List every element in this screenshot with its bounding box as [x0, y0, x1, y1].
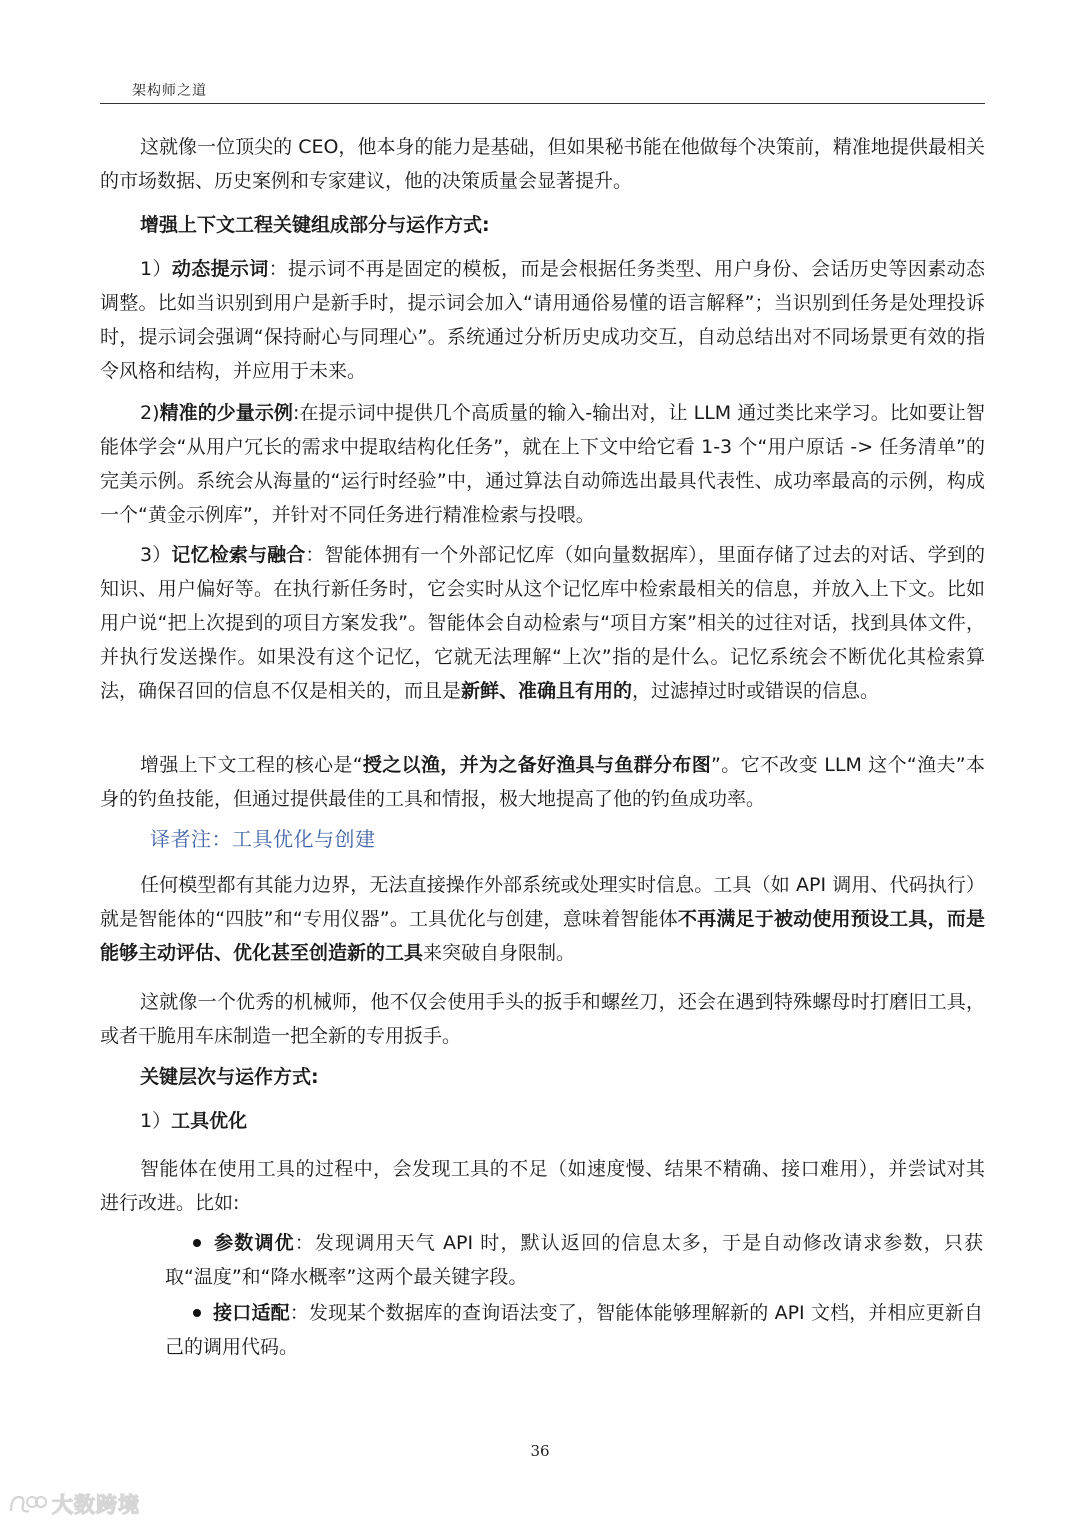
- item-number: 3）: [140, 544, 172, 566]
- item-title: 记忆检索与融合: [171, 544, 306, 566]
- bullet-title: 参数调优: [213, 1232, 295, 1254]
- paragraph-tool-improvement: 智能体在使用工具的过程中，会发现工具的不足（如速度慢、结果不精确、接口难用），并尝试对其进行改进。比如:: [100, 1158, 985, 1214]
- page-header: [100, 78, 985, 104]
- item-text: ：智能体拥有一个外部记忆库（如向量数据库），里面存储了过去的对话、学到的知识、用户偏好等。在执行新任务时，它会实时从这个记忆库中检索最相关的信息，并放入上下文。比如用户说“把上次提到的项目方案发我”。智能体会自动检索与“项目方案”相关的过往对话，找到具体文件，并执行发送操作。如果没有这个记忆，它就无法理解“上次”指的是什么。记忆系统会不断优化其检索算法，确保召回的信息不仅是相关的，而且是: [100, 544, 985, 702]
- watermark: [8, 1488, 140, 1520]
- item-title: 动态提示词: [171, 258, 269, 280]
- paragraph-ceo-analogy: 这就像一位顶尖的 CEO，他本身的能力是基础，但如果秘书能在他做每个决策前，精准地提供最相关的市场数据、历史案例和专家建议，他的决策质量会显著提升。: [100, 136, 985, 192]
- bullet-item-parameter-tuning: [165, 1226, 983, 1294]
- text-bold: 不再满足于被动使用预设工具，而是能够主动评估、优化甚至创造新的工具: [100, 908, 985, 964]
- item-number: 2): [140, 402, 160, 424]
- bullet-text: ：发现某个数据库的查询语法变了，智能体能够理解新的 API 文档，并相应更新自己的调用代码。: [165, 1302, 983, 1358]
- text-pre: 增强上下文工程的核心是“: [140, 754, 363, 776]
- text-post: ”。它不改变 LLM 这个“渔夫”本身的钓鱼技能，但通过提供最佳的工具和情报，极大地提高了他的钓鱼成功率。: [100, 754, 985, 810]
- bullet-text: ：发现调用天气 API 时，默认返回的信息太多，于是自动修改请求参数，只获取“温度”和“降水概率”这两个最关键字段。: [165, 1232, 983, 1288]
- item-title: 工具优化: [171, 1110, 248, 1132]
- paragraph-tool-boundaries: [100, 868, 985, 970]
- bullet-icon: [193, 1309, 201, 1317]
- section-heading-context-engineering: 增强上下文工程关键组成部分与运作方式:: [140, 214, 490, 236]
- bullet-title: 接口适配: [213, 1302, 290, 1324]
- paragraph-mechanic-analogy: 这就像一个优秀的机械师，他不仅会使用手头的扳手和螺丝刀，还会在遇到特殊螺母时打磨旧工具，或者干脆用车床制造一把全新的专用扳手。: [100, 991, 985, 1047]
- item-number: 1）: [140, 258, 172, 280]
- translator-note-heading: 译者注：工具优化与创建: [150, 827, 376, 851]
- text-pre: 任何模型都有其能力边界，无法直接操作外部系统或处理实时信息。工具（如 API 调用、代码执行）就是智能体的“四肢”和“专用仪器”。工具优化与创建，意味着智能体: [100, 874, 985, 930]
- item-text: :在提示词中提供几个高质量的输入-输出对，让 LLM 通过类比来学习。比如要让智能体学会“从用户冗长的需求中提取结构化任务”，就在上下文中给它看 1-3 个“用户原话 -> 任务清单”的完美示例。系统会从海量的“运行时经验”中，通过算法自动筛选出最具代表性、成功率最高的示例，构成一个“黄金示例库”，并针对不同任务进行精准检索与投喂。: [100, 402, 985, 526]
- item-title: 精准的少量示例: [159, 402, 293, 424]
- text-bold: 授之以渔，并为之备好渔具与鱼群分布图: [362, 754, 712, 776]
- item-text: ：提示词不再是固定的模板，而是会根据任务类型、用户身份、会话历史等因素动态调整。比如当识别到用户是新手时，提示词会加入“请用通俗易懂的语言解释”；当识别到任务是处理投诉时，提示词会强调“保持耐心与同理心”。系统通过分析历史成功交互，自动总结出对不同场景更有效的指令风格和结构，并应用于未来。: [100, 258, 985, 382]
- list-item-memory-retrieval: [100, 538, 985, 708]
- bullet-icon: [193, 1239, 201, 1247]
- list-item-dynamic-prompts: [100, 252, 985, 388]
- item-bold-tail: 新鲜、准确且有用的: [461, 680, 633, 702]
- page-number: 36: [530, 1442, 550, 1460]
- list-item-few-shot-examples: [100, 396, 985, 532]
- item-tail: ，过滤掉过时或错误的信息。: [632, 680, 880, 702]
- item-number: 1）: [140, 1110, 172, 1132]
- subheading-tool-optimization: [100, 1104, 985, 1138]
- section-heading-key-levels: 关键层次与运作方式:: [140, 1066, 319, 1088]
- watermark-text: 大数跨境: [52, 1493, 140, 1517]
- watermark-logo-icon: [8, 1491, 48, 1517]
- text-post: 来突破自身限制。: [423, 942, 576, 964]
- running-header-title: 架构师之道: [132, 83, 207, 99]
- paragraph-core-idea: [100, 748, 985, 816]
- bullet-item-interface-adaptation: [165, 1296, 983, 1364]
